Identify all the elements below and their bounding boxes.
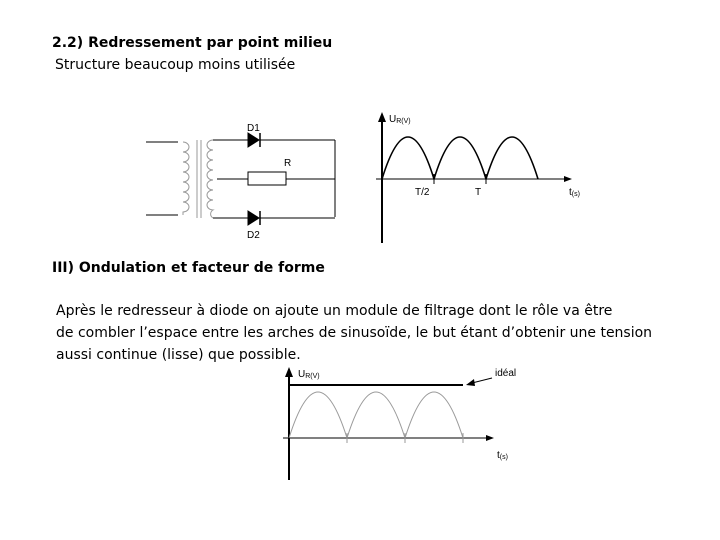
graph-ideal [283,367,494,480]
diode-d1-triangle [248,133,259,147]
graph1-y-arrow [378,112,386,122]
graph2-x-arrow [486,435,494,441]
graph2-x-label: t(s) [497,450,508,461]
rectifier-circuit [146,133,335,225]
section-subtitle: Structure beaucoup moins utilisée [55,57,296,73]
secondary-coil [207,140,213,218]
diode-d2-triangle [248,211,259,225]
graph1-arches [382,137,538,179]
label-r: R [284,158,292,169]
paragraph-line: de combler l’espace entre les arches de sinusoïde, le but étant d’obtenir une tension [56,325,653,341]
paragraph-line: Après le redresseur à diode on ajoute un module de filtrage dont le rôle va être [56,303,613,319]
graph1-x-arrow [564,176,572,182]
primary-coil [183,142,189,215]
graph2-ideal-label: idéal [495,368,517,379]
graph1-tick-half-label: T/2 [415,187,430,198]
graph2-ideal-pointer-head [466,379,475,386]
section-title-point-milieu: 2.2) Redressement par point milieu [52,35,333,51]
graph1-x-label: t(s) [569,187,580,198]
graph-rectified [376,112,572,243]
label-d1: D1 [247,123,260,134]
graph2-ideal-pointer [472,378,492,383]
resistor-r [248,172,286,185]
section-title-ondulation: III) Ondulation et facteur de forme [52,260,325,276]
graph2-arches [289,392,463,438]
paragraph-line: aussi continue (lisse) que possible. [56,347,301,363]
graph2-y-label: UR(V) [298,369,320,380]
graph2-y-arrow [285,367,293,377]
graph1-tick-full-label: T [475,187,482,198]
graph1-y-label: UR(V) [389,114,411,125]
label-d2: D2 [247,230,260,241]
